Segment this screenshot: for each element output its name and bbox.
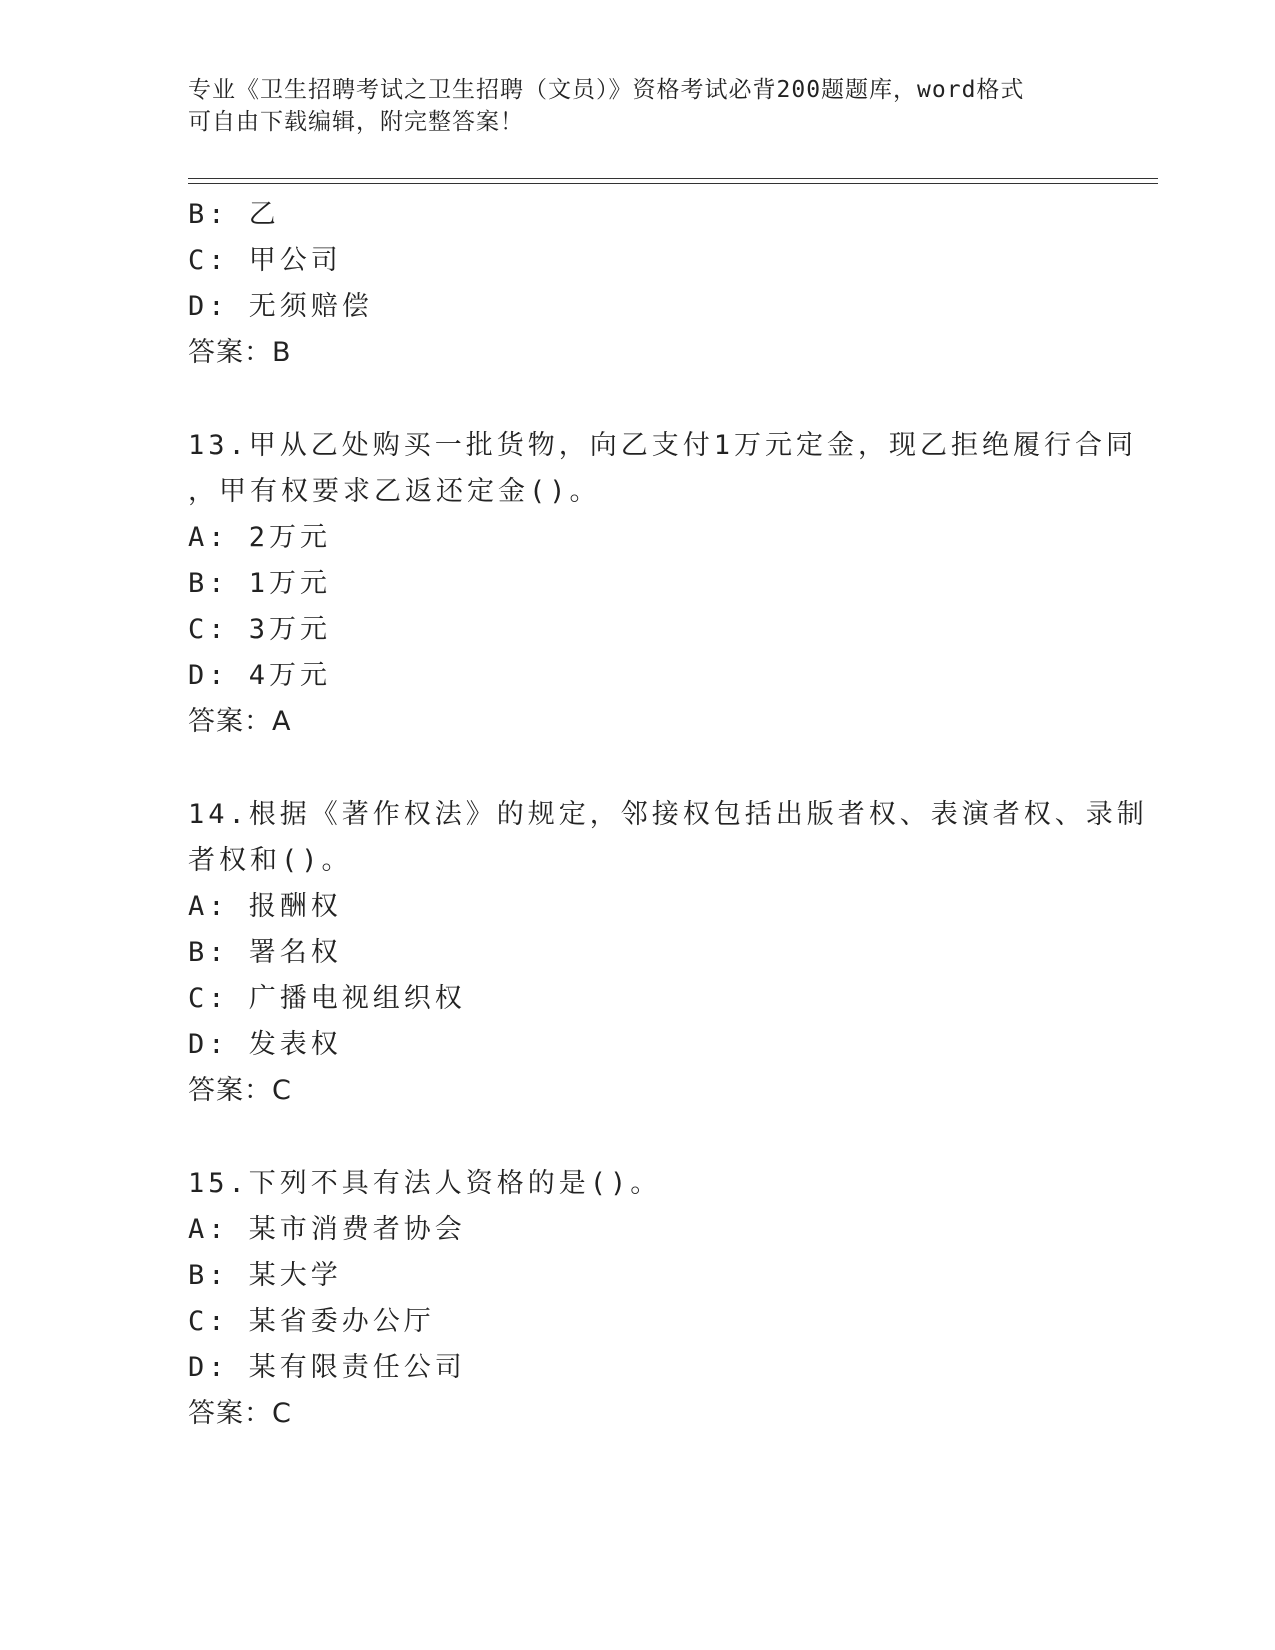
question-13 xyxy=(188,423,1138,745)
question-stem-line-2: ，甲有权要求乙返还定金()。 xyxy=(188,476,601,507)
question-stem-line-2: 者权和()。 xyxy=(188,845,353,876)
answer-line: 答案：B xyxy=(188,337,292,368)
option-c: C: 某省委办公厅 xyxy=(188,1306,435,1337)
header-divider-top xyxy=(188,178,1158,179)
question-12-continued xyxy=(188,192,1088,376)
answer-line: 答案：C xyxy=(188,1398,292,1429)
question-list xyxy=(188,192,1148,1437)
question-stem-line-1: 15.下列不具有法人资格的是()。 xyxy=(188,1168,662,1199)
option-c: C: 甲公司 xyxy=(188,245,342,276)
option-b: B: 某大学 xyxy=(188,1260,342,1291)
option-b: B: 署名权 xyxy=(188,937,342,968)
question-14 xyxy=(188,792,1148,1114)
answer-line: 答案：A xyxy=(188,706,292,737)
header-divider-bottom xyxy=(188,183,1158,184)
option-d: D: 某有限责任公司 xyxy=(188,1352,466,1383)
answer-line: 答案：C xyxy=(188,1075,292,1106)
option-a: A: 2万元 xyxy=(188,522,332,553)
header-title-line-2: 可自由下载编辑，附完整答案！ xyxy=(188,109,524,135)
option-d: D: 无须赔偿 xyxy=(188,291,373,322)
option-c: C: 3万元 xyxy=(188,614,332,645)
option-b: B: 1万元 xyxy=(188,568,332,599)
question-stem-line-1: 14.根据《著作权法》的规定，邻接权包括出版者权、表演者权、录制 xyxy=(188,799,1148,830)
header-title-line-1: 专业《卫生招聘考试之卫生招聘（文员）》资格考试必背200题题库，word格式 xyxy=(188,77,1025,103)
option-d: D: 发表权 xyxy=(188,1029,342,1060)
option-a: A: 报酬权 xyxy=(188,891,342,922)
option-b: B: 乙 xyxy=(188,199,280,230)
option-c: C: 广播电视组织权 xyxy=(188,983,466,1014)
question-stem-line-1: 13.甲从乙处购买一批货物，向乙支付1万元定金，现乙拒绝履行合同 xyxy=(188,430,1138,461)
document-header xyxy=(188,74,1068,138)
option-d: D: 4万元 xyxy=(188,660,332,691)
option-a: A: 某市消费者协会 xyxy=(188,1214,466,1245)
question-15 xyxy=(188,1161,1088,1437)
